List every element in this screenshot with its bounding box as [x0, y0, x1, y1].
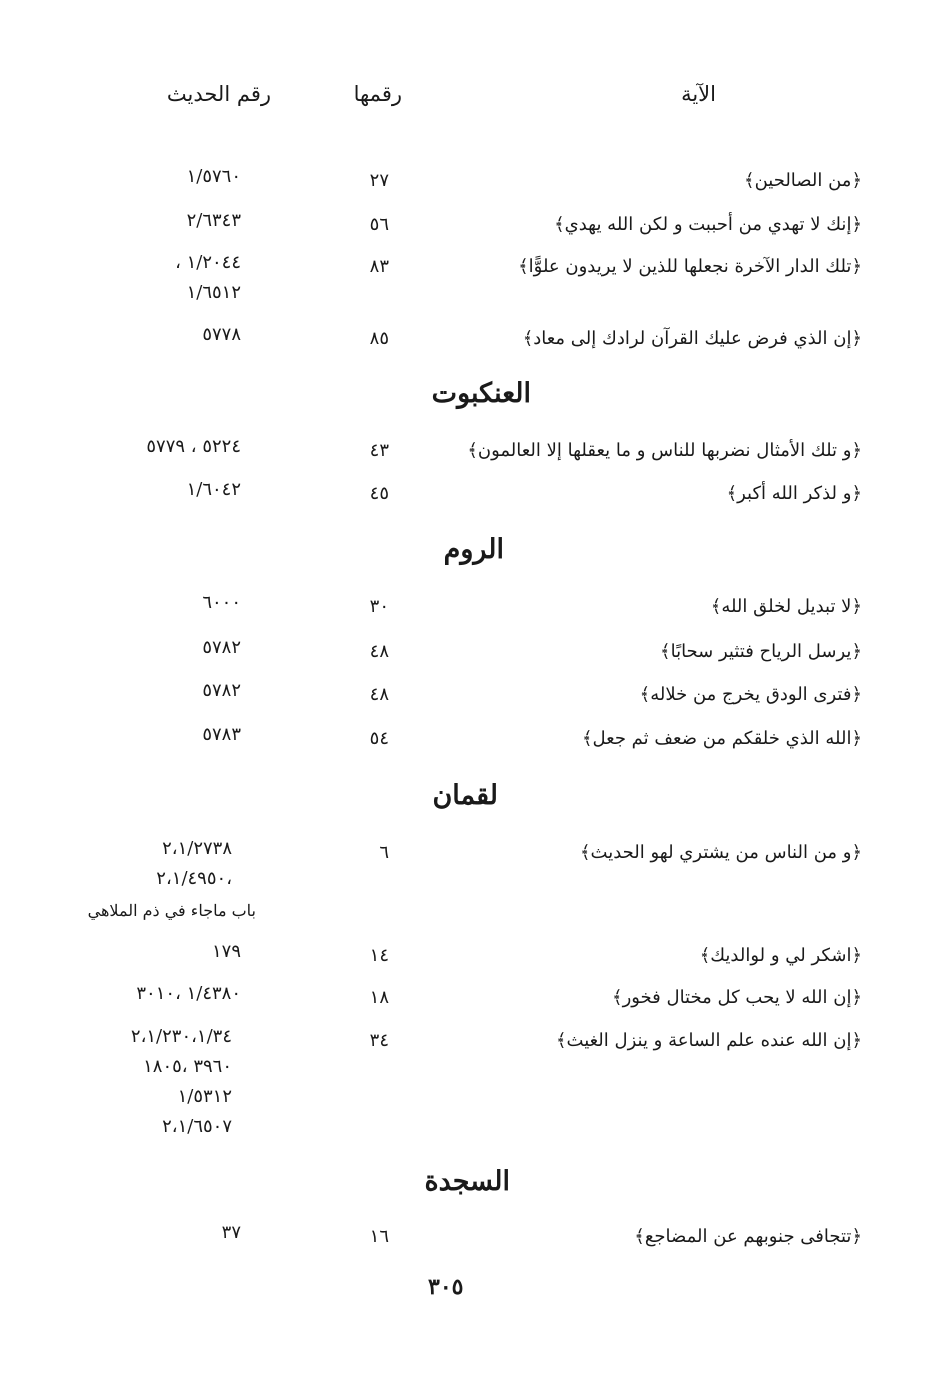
ayah-number: ٤٨ — [369, 641, 389, 662]
ayah-text: ﴿فترى الودق يخرج من خلاله﴾ — [639, 684, 862, 705]
ayah-text: ﴿إن الله عنده علم الساعة و ينزل الغيث﴾ — [555, 1030, 862, 1051]
ayah-number: ٤٥ — [369, 483, 389, 504]
ayah-text: ﴿إن الله لا يحب كل مختال فخور﴾ — [612, 987, 862, 1008]
hadith-number: ٥٢٢٤ ، ٥٧٧٩ — [146, 436, 241, 457]
ayah-number: ٣٠ — [369, 596, 389, 617]
hadith-number: ٥٧٨٢ — [202, 680, 241, 701]
hadith-number: ٣٩٦٠ ،١٨٠٥ — [143, 1056, 232, 1077]
hadith-number: ١/٥٧٦٠ — [186, 166, 241, 187]
hadith-number: ١/٢٠٤٤ ، — [175, 252, 241, 273]
hadith-number: ،٢،١/٤٩٥٠ — [156, 868, 232, 889]
ayah-number: ١٤ — [369, 945, 389, 966]
header-number: رقمها — [353, 82, 402, 106]
ayah-text: ﴿تلك الدار الآخرة نجعلها للذين لا يريدون علوًّا﴾ — [518, 256, 862, 277]
surah-title: السجدة — [424, 1166, 510, 1197]
hadith-number: ٥٧٧٨ — [202, 324, 241, 345]
ayah-number: ٥٤ — [369, 728, 389, 749]
ayah-text: ﴿و تلك الأمثال نضربها للناس و ما يعقلها إلا العالمون﴾ — [467, 440, 862, 461]
header-hadith: رقم الحديث — [166, 82, 271, 106]
hadith-number: ١٧٩ — [211, 941, 241, 962]
ayah-number: ١٨ — [369, 987, 389, 1008]
hadith-number: ٣٧ — [221, 1222, 241, 1243]
hadith-number: ٥٧٨٢ — [202, 637, 241, 658]
hadith-number: ١/٤٣٨٠ ،٣٠١٠ — [136, 983, 241, 1004]
ayah-number: ٣٤ — [369, 1030, 389, 1051]
surah-title: الروم — [443, 534, 504, 565]
header-ayah: الآية — [681, 82, 716, 106]
hadith-number: ٢،١/٢٣٠،١/٣٤ — [130, 1026, 232, 1047]
page-number: ٣٠٥ — [428, 1274, 464, 1300]
ayah-text: ﴿يرسل الرياح فتثير سحابًا﴾ — [660, 641, 862, 662]
hadith-number: ٢/٦٣٤٣ — [186, 210, 241, 231]
ayah-text: ﴿لا تبديل لخلق الله﴾ — [710, 596, 862, 617]
ayah-text: ﴿و لذكر الله أكبر﴾ — [726, 483, 862, 504]
hadith-number: ٢،١/٢٧٣٨ — [162, 838, 232, 859]
ayah-text: ﴿من الصالحين﴾ — [744, 170, 862, 191]
ayah-number: ٨٣ — [369, 256, 389, 277]
ayah-number: ٤٣ — [369, 440, 389, 461]
hadith-note: باب ماجاء في ذم الملاهي — [87, 901, 256, 920]
ayah-number: ٥٦ — [369, 214, 389, 235]
ayah-text: ﴿إنك لا تهدي من أحببت و لكن الله يهدي﴾ — [554, 214, 862, 235]
surah-title: لقمان — [432, 780, 498, 811]
hadith-number: ١/٦٥١٢ — [186, 282, 241, 303]
hadith-number: ٥٧٨٣ — [202, 724, 241, 745]
hadith-number: ١/٦٠٤٢ — [186, 479, 241, 500]
ayah-number: ١٦ — [369, 1226, 389, 1247]
ayah-text: ﴿اشكر لي و لوالديك﴾ — [699, 945, 862, 966]
ayah-text: ﴿و من الناس من يشتري لهو الحديث﴾ — [579, 842, 862, 863]
table-header — [0, 82, 934, 122]
ayah-text: ﴿تتجافى جنوبهم عن المضاجع﴾ — [634, 1226, 862, 1247]
ayah-number: ٢٧ — [369, 170, 389, 191]
hadith-number: ١/٥٣١٢ — [177, 1086, 232, 1107]
hadith-number: ٦٠٠٠ — [202, 592, 241, 613]
ayah-text: ﴿الله الذي خلقكم من ضعف ثم جعل﴾ — [581, 728, 862, 749]
ayah-number: ٨٥ — [369, 328, 389, 349]
hadith-number: ٢،١/٦٥٠٧ — [162, 1116, 232, 1137]
ayah-text: ﴿إن الذي فرض عليك القرآن لرادك إلى معاد﴾ — [522, 328, 862, 349]
ayah-number: ٤٨ — [369, 684, 389, 705]
ayah-number: ٦ — [379, 842, 389, 863]
surah-title: العنكبوت — [431, 378, 531, 409]
